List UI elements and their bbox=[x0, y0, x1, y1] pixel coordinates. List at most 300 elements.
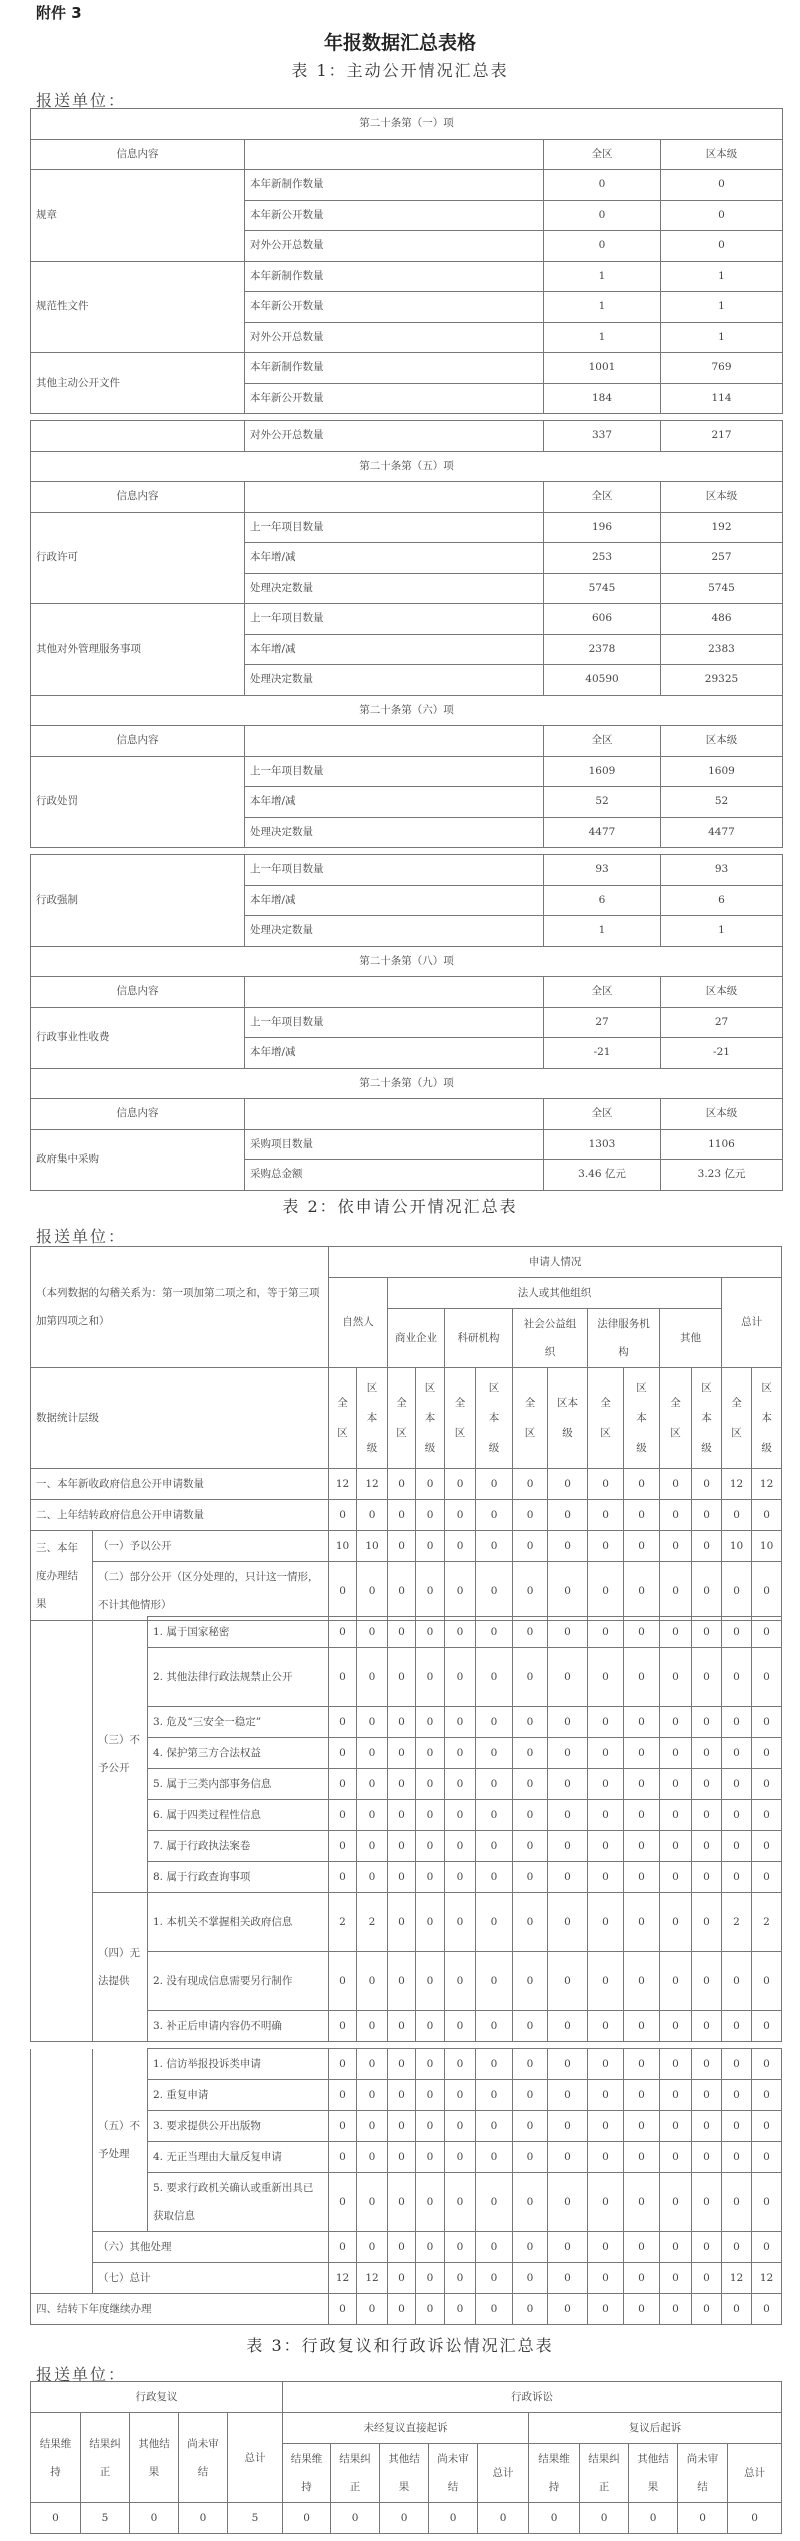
value-cell: 0 bbox=[722, 1648, 752, 1707]
direct-col-header: 尚未审结 bbox=[429, 2444, 478, 2503]
column-header-row bbox=[31, 139, 783, 170]
all-district-value: 40590 bbox=[544, 665, 661, 696]
value-cell: 0 bbox=[445, 1800, 476, 1831]
column-header-row bbox=[31, 482, 783, 513]
value-cell: 0 bbox=[445, 2232, 476, 2263]
value-cell: 0 bbox=[513, 1893, 548, 1952]
value-cell: 0 bbox=[357, 1648, 388, 1707]
value-cell: 0 bbox=[752, 1769, 782, 1800]
value-cell: 0 bbox=[416, 2232, 445, 2263]
value-cell: 0 bbox=[722, 2232, 752, 2263]
value-cell: 0 bbox=[624, 1531, 660, 1562]
value-cell: 0 bbox=[752, 1617, 782, 1648]
value-cell: 0 bbox=[513, 2080, 548, 2111]
value-cell: 0 bbox=[513, 2011, 548, 2042]
value-cell: 0 bbox=[388, 2049, 416, 2080]
district-level-subheader: 区本级 bbox=[692, 1368, 722, 1469]
value-cell: 0 bbox=[722, 1952, 752, 2011]
all-district-value: 606 bbox=[544, 604, 661, 635]
all-district-value: 1 bbox=[544, 322, 661, 353]
value-cell: 0 bbox=[588, 1648, 624, 1707]
value-cell: 0 bbox=[388, 1562, 416, 1621]
legal-type-header: 其他 bbox=[660, 1309, 722, 1368]
value-cell: 0 bbox=[722, 1617, 752, 1648]
row-label: 4. 无正当理由大量反复申请 bbox=[148, 2142, 329, 2173]
all-district-value: 1609 bbox=[544, 756, 661, 787]
value-cell: 0 bbox=[692, 1862, 722, 1893]
value-cell: 0 bbox=[722, 1831, 752, 1862]
district-level-value: 52 bbox=[661, 787, 783, 818]
value-cell: 0 bbox=[445, 1531, 476, 1562]
value-cell: 0 bbox=[722, 2080, 752, 2111]
value-cell: 0 bbox=[588, 1562, 624, 1621]
value-cell: 0 bbox=[329, 2173, 357, 2232]
value-cell: 0 bbox=[357, 1707, 388, 1738]
value-cell: 0 bbox=[624, 2294, 660, 2325]
value-cell: 0 bbox=[624, 1469, 660, 1500]
value-cell: 0 bbox=[660, 1500, 692, 1531]
value-cell: 0 bbox=[416, 1562, 445, 1621]
metric-label: 本年新制作数量 bbox=[245, 170, 544, 201]
district-level-subheader: 区本级 bbox=[476, 1368, 513, 1469]
value-cell: 0 bbox=[388, 1769, 416, 1800]
table-row bbox=[31, 1562, 782, 1621]
value-cell: 0 bbox=[329, 1562, 357, 1621]
value-cell: 0 bbox=[588, 1862, 624, 1893]
district-level-value: 1 bbox=[661, 261, 783, 292]
all-district-value: -21 bbox=[544, 1038, 661, 1069]
info-content-header: 信息内容 bbox=[31, 977, 245, 1008]
checksum-note: （本列数据的勾稽关系为：第一项加第二项之和，等于第三项加第四项之和） bbox=[31, 1247, 329, 1368]
value-cell: 0 bbox=[660, 1769, 692, 1800]
metric-label: 采购总金额 bbox=[245, 1160, 544, 1191]
blank-header bbox=[245, 1099, 544, 1130]
value-cell: 0 bbox=[692, 1617, 722, 1648]
table-row bbox=[31, 1129, 783, 1160]
metric-label: 本年新公开数量 bbox=[245, 200, 544, 231]
row-label: 2. 其他法律行政法规禁止公开 bbox=[148, 1648, 329, 1707]
value-cell: 0 bbox=[588, 1531, 624, 1562]
all-district-value: 2378 bbox=[544, 634, 661, 665]
value-cell: 0 bbox=[752, 1738, 782, 1769]
value-cell: 0 bbox=[548, 1800, 588, 1831]
district-level-value: 114 bbox=[661, 383, 783, 414]
value-cell: 0 bbox=[660, 2080, 692, 2111]
blank-header bbox=[245, 726, 544, 757]
value-cell: 0 bbox=[588, 1769, 624, 1800]
value-cell: 0 bbox=[476, 2263, 513, 2294]
value-cell: 10 bbox=[329, 1531, 357, 1562]
value-cell: 0 bbox=[476, 1952, 513, 2011]
value-cell: 0 bbox=[548, 1893, 588, 1952]
value-cell: 0 bbox=[329, 2011, 357, 2042]
value-cell: 0 bbox=[660, 2011, 692, 2042]
info-content-header: 信息内容 bbox=[31, 482, 245, 513]
value-cell: 0 bbox=[588, 1952, 624, 2011]
value-cell: 0 bbox=[624, 2142, 660, 2173]
value-cell: 0 bbox=[692, 2111, 722, 2142]
value-cell: 0 bbox=[660, 1831, 692, 1862]
value-cell: 0 bbox=[588, 2294, 624, 2325]
table3-unit-label: 报送单位： bbox=[36, 2365, 127, 2384]
value-cell: 0 bbox=[416, 2011, 445, 2042]
value-cell: 0 bbox=[548, 1648, 588, 1707]
value-cell: 12 bbox=[752, 1469, 782, 1500]
value-cell: 0 bbox=[660, 1562, 692, 1621]
table1-segment bbox=[30, 854, 783, 1191]
metric-label: 处理决定数量 bbox=[245, 817, 544, 848]
metric-label: 对外公开总数量 bbox=[245, 421, 544, 452]
blank-header bbox=[245, 139, 544, 170]
value-cell: 0 bbox=[476, 1648, 513, 1707]
row-label: 4. 保护第三方合法权益 bbox=[148, 1738, 329, 1769]
row-label: 5. 要求行政机关确认或重新出具已获取信息 bbox=[148, 2173, 329, 2232]
table-row bbox=[31, 421, 783, 452]
value-cell: 0 bbox=[692, 2173, 722, 2232]
all-district-value: 1001 bbox=[544, 353, 661, 384]
value-cell: 0 bbox=[416, 2294, 445, 2325]
value-cell: 0 bbox=[752, 2080, 782, 2111]
value-cell: 0 bbox=[548, 1531, 588, 1562]
value-cell: 0 bbox=[388, 1738, 416, 1769]
value-cell: 12 bbox=[329, 2263, 357, 2294]
value-cell: 0 bbox=[660, 1531, 692, 1562]
value-cell: 0 bbox=[722, 1707, 752, 1738]
value-cell: 0 bbox=[329, 1831, 357, 1862]
value-cell: 0 bbox=[476, 2111, 513, 2142]
all-district-value: 1 bbox=[544, 261, 661, 292]
value-cell: 0 bbox=[513, 1562, 548, 1621]
value-cell: 0 bbox=[692, 1769, 722, 1800]
district-level-value: 1106 bbox=[661, 1129, 783, 1160]
district-level-value: 93 bbox=[661, 855, 783, 886]
value-cell: 0 bbox=[692, 1469, 722, 1500]
value-cell: 0 bbox=[624, 2232, 660, 2263]
value-cell: 0 bbox=[416, 1769, 445, 1800]
value-cell: 0 bbox=[357, 2049, 388, 2080]
category-label: 行政强制 bbox=[31, 855, 245, 947]
value-cell: 0 bbox=[548, 1500, 588, 1531]
all-district-value: 4477 bbox=[544, 817, 661, 848]
table-row bbox=[31, 261, 783, 292]
value-cell: 0 bbox=[624, 1562, 660, 1621]
value-cell: 0 bbox=[752, 2049, 782, 2080]
value-cell: 0 bbox=[752, 2294, 782, 2325]
value-cell: 0 bbox=[588, 1617, 624, 1648]
value-cell: 0 bbox=[357, 1769, 388, 1800]
district-level-subheader: 区本级 bbox=[752, 1368, 782, 1469]
value-cell: 0 bbox=[513, 1531, 548, 1562]
district-level-value: 0 bbox=[661, 200, 783, 231]
row-label: 3. 危及“三安全一稳定” bbox=[148, 1707, 329, 1738]
review-col-header: 总计 bbox=[228, 2413, 283, 2503]
handling-result-continuation bbox=[31, 2049, 93, 2294]
value-cell: 0 bbox=[513, 1800, 548, 1831]
review-col-header: 其他结果 bbox=[130, 2413, 179, 2503]
value-cell: 0 bbox=[416, 1469, 445, 1500]
district-level-value: 1 bbox=[661, 292, 783, 323]
metric-label: 对外公开总数量 bbox=[245, 231, 544, 262]
admin-review-header: 行政复议 bbox=[31, 2382, 283, 2413]
handling-result-label: 三、本年度办理结果 bbox=[31, 1531, 93, 1621]
value-cell: 0 bbox=[588, 2263, 624, 2294]
value-cell: 12 bbox=[722, 1469, 752, 1500]
all-district-subheader: 全区 bbox=[588, 1368, 624, 1469]
value-cell: 0 bbox=[588, 2011, 624, 2042]
value-cell: 0 bbox=[692, 2232, 722, 2263]
value-cell: 0 bbox=[548, 2080, 588, 2111]
value-cell: 0 bbox=[445, 1769, 476, 1800]
metric-label: 处理决定数量 bbox=[245, 573, 544, 604]
value-cell: 0 bbox=[513, 1707, 548, 1738]
value-cell: 0 bbox=[722, 2011, 752, 2042]
metric-label: 本年增/减 bbox=[245, 1038, 544, 1069]
natural-person-header: 自然人 bbox=[329, 1278, 388, 1368]
value-cell: 0 bbox=[445, 1707, 476, 1738]
value-cell: 0 bbox=[445, 1738, 476, 1769]
value-cell: 0 bbox=[548, 2294, 588, 2325]
table-row bbox=[31, 2503, 782, 2534]
table-row bbox=[31, 170, 783, 201]
value-cell: 0 bbox=[660, 2294, 692, 2325]
value-cell: 0 bbox=[388, 1648, 416, 1707]
value-cell: 0 bbox=[548, 2173, 588, 2232]
value-cell: 0 bbox=[445, 1500, 476, 1531]
district-level-value: 217 bbox=[661, 421, 783, 452]
value-cell: 0 bbox=[692, 1648, 722, 1707]
section-header: 第二十条第（八）项 bbox=[31, 946, 783, 977]
value-cell: 0 bbox=[624, 1617, 660, 1648]
value-cell: 0 bbox=[624, 1952, 660, 2011]
row-label: （七）总计 bbox=[93, 2263, 329, 2294]
district-level-value: 3.23 亿元 bbox=[661, 1160, 783, 1191]
metric-label: 处理决定数量 bbox=[245, 665, 544, 696]
value-cell: 0 bbox=[357, 1831, 388, 1862]
all-district-value: 1303 bbox=[544, 1129, 661, 1160]
value-cell: 0 bbox=[624, 1500, 660, 1531]
metric-label: 本年新公开数量 bbox=[245, 292, 544, 323]
value-cell: 0 bbox=[692, 1893, 722, 1952]
direct-col-header: 其他结果 bbox=[380, 2444, 429, 2503]
value-cell: 0 bbox=[388, 1469, 416, 1500]
value-cell: 0 bbox=[388, 1500, 416, 1531]
value-cell: 0 bbox=[416, 1648, 445, 1707]
all-district-header: 全区 bbox=[544, 482, 661, 513]
value-cell: 0 bbox=[752, 1800, 782, 1831]
value-cell: 0 bbox=[416, 2049, 445, 2080]
after-review-value: 0 bbox=[728, 2503, 782, 2534]
value-cell: 0 bbox=[357, 1617, 388, 1648]
review-value: 0 bbox=[179, 2503, 228, 2534]
value-cell: 0 bbox=[476, 2294, 513, 2325]
district-level-value: 0 bbox=[661, 231, 783, 262]
table-row bbox=[31, 1617, 782, 1648]
value-cell: 0 bbox=[513, 2049, 548, 2080]
value-cell: 12 bbox=[329, 1469, 357, 1500]
district-level-value: 2383 bbox=[661, 634, 783, 665]
value-cell: 0 bbox=[388, 1952, 416, 2011]
direct-col-header: 结果维持 bbox=[283, 2444, 331, 2503]
value-cell: 0 bbox=[357, 2142, 388, 2173]
district-level-value: 257 bbox=[661, 543, 783, 574]
all-district-value: 52 bbox=[544, 787, 661, 818]
review-value: 0 bbox=[31, 2503, 81, 2534]
value-cell: 0 bbox=[476, 1617, 513, 1648]
row-label: 5. 属于三类内部事务信息 bbox=[148, 1769, 329, 1800]
value-cell: 0 bbox=[660, 1707, 692, 1738]
value-cell: 0 bbox=[388, 1893, 416, 1952]
all-district-value: 0 bbox=[544, 170, 661, 201]
value-cell: 0 bbox=[660, 1617, 692, 1648]
district-level-value: 1 bbox=[661, 916, 783, 947]
table2-segment bbox=[30, 2048, 782, 2325]
value-cell: 0 bbox=[588, 1738, 624, 1769]
value-cell: 2 bbox=[357, 1893, 388, 1952]
metric-label: 上一年项目数量 bbox=[245, 604, 544, 635]
value-cell: 2 bbox=[722, 1893, 752, 1952]
value-cell: 0 bbox=[624, 2263, 660, 2294]
value-cell: 0 bbox=[416, 1831, 445, 1862]
all-district-value: 93 bbox=[544, 855, 661, 886]
value-cell: 0 bbox=[588, 2173, 624, 2232]
metric-label: 本年新制作数量 bbox=[245, 353, 544, 384]
value-cell: 0 bbox=[329, 2294, 357, 2325]
value-cell: 0 bbox=[476, 2142, 513, 2173]
metric-label: 上一年项目数量 bbox=[245, 756, 544, 787]
district-level-value: 29325 bbox=[661, 665, 783, 696]
metric-label: 本年增/减 bbox=[245, 787, 544, 818]
value-cell: 0 bbox=[513, 1769, 548, 1800]
metric-label: 上一年项目数量 bbox=[245, 1007, 544, 1038]
value-cell: 0 bbox=[752, 1831, 782, 1862]
section-header-row bbox=[31, 451, 783, 482]
value-cell: 0 bbox=[692, 1738, 722, 1769]
value-cell: 0 bbox=[722, 1862, 752, 1893]
value-cell: 0 bbox=[660, 1862, 692, 1893]
column-header-row bbox=[31, 1099, 783, 1130]
review-col-header: 尚未审结 bbox=[179, 2413, 228, 2503]
value-cell: 0 bbox=[588, 2049, 624, 2080]
table-row bbox=[31, 756, 783, 787]
blank-header bbox=[245, 482, 544, 513]
value-cell: 0 bbox=[548, 1738, 588, 1769]
value-cell: 0 bbox=[692, 1500, 722, 1531]
row-label: 2. 没有现成信息需要另行制作 bbox=[148, 1952, 329, 2011]
value-cell: 0 bbox=[329, 1952, 357, 2011]
value-cell: 0 bbox=[445, 1831, 476, 1862]
value-cell: 10 bbox=[357, 1531, 388, 1562]
value-cell: 0 bbox=[513, 1617, 548, 1648]
value-cell: 0 bbox=[722, 2111, 752, 2142]
table-row bbox=[31, 2049, 782, 2080]
value-cell: 0 bbox=[445, 1648, 476, 1707]
blank-header bbox=[245, 977, 544, 1008]
district-level-value: 6 bbox=[661, 885, 783, 916]
value-cell: 0 bbox=[416, 1862, 445, 1893]
value-cell: 0 bbox=[416, 1617, 445, 1648]
value-cell: 0 bbox=[445, 1562, 476, 1621]
value-cell: 0 bbox=[388, 2232, 416, 2263]
category-label: 行政事业性收费 bbox=[31, 1007, 245, 1068]
sub-header-row bbox=[31, 1368, 782, 1469]
district-level-value: 769 bbox=[661, 353, 783, 384]
direct-value: 0 bbox=[478, 2503, 529, 2534]
review-value: 5 bbox=[228, 2503, 283, 2534]
value-cell: 0 bbox=[329, 1500, 357, 1531]
info-content-header: 信息内容 bbox=[31, 1099, 245, 1130]
value-cell: 0 bbox=[752, 1500, 782, 1531]
metric-label: 本年增/减 bbox=[245, 634, 544, 665]
value-cell: 0 bbox=[692, 2263, 722, 2294]
value-cell: 0 bbox=[476, 1531, 513, 1562]
value-cell: 0 bbox=[476, 1500, 513, 1531]
district-level-value: 5745 bbox=[661, 573, 783, 604]
after-review-value: 0 bbox=[629, 2503, 678, 2534]
value-cell: 0 bbox=[476, 1862, 513, 1893]
all-district-subheader: 全区 bbox=[329, 1368, 357, 1469]
value-cell: 0 bbox=[513, 2111, 548, 2142]
table2-unit-label: 报送单位： bbox=[36, 1227, 127, 1246]
value-cell: 0 bbox=[752, 1952, 782, 2011]
value-cell: 0 bbox=[513, 1831, 548, 1862]
value-cell: 0 bbox=[660, 2142, 692, 2173]
value-cell: 0 bbox=[329, 2049, 357, 2080]
metric-label: 对外公开总数量 bbox=[245, 322, 544, 353]
value-cell: 0 bbox=[445, 2173, 476, 2232]
all-district-header: 全区 bbox=[544, 1099, 661, 1130]
metric-label: 本年增/减 bbox=[245, 885, 544, 916]
value-cell: 0 bbox=[692, 1952, 722, 2011]
table3 bbox=[30, 2381, 782, 2534]
row-label: （六）其他处理 bbox=[93, 2232, 329, 2263]
metric-label: 上一年项目数量 bbox=[245, 855, 544, 886]
value-cell: 0 bbox=[752, 1562, 782, 1621]
value-cell: 0 bbox=[445, 2111, 476, 2142]
value-cell: 0 bbox=[588, 2111, 624, 2142]
value-cell: 0 bbox=[416, 2111, 445, 2142]
value-cell: 0 bbox=[624, 1893, 660, 1952]
table-row bbox=[31, 512, 783, 543]
value-cell: 0 bbox=[692, 2011, 722, 2042]
district-level-subheader: 区本级 bbox=[416, 1368, 445, 1469]
all-district-subheader: 全区 bbox=[660, 1368, 692, 1469]
value-cell: 0 bbox=[548, 1617, 588, 1648]
value-cell: 0 bbox=[624, 2011, 660, 2042]
row-label: 3. 要求提供公开出版物 bbox=[148, 2111, 329, 2142]
value-cell: 0 bbox=[416, 1707, 445, 1738]
table-row bbox=[31, 1531, 782, 1562]
value-cell: 0 bbox=[624, 1862, 660, 1893]
value-cell: 0 bbox=[722, 2142, 752, 2173]
value-cell: 0 bbox=[445, 1469, 476, 1500]
value-cell: 0 bbox=[692, 1831, 722, 1862]
value-cell: 0 bbox=[388, 1800, 416, 1831]
value-cell: 0 bbox=[357, 2111, 388, 2142]
table1-segment bbox=[30, 108, 783, 414]
value-cell: 0 bbox=[513, 1738, 548, 1769]
value-cell: 0 bbox=[476, 2080, 513, 2111]
value-cell: 0 bbox=[660, 1738, 692, 1769]
table-row bbox=[31, 855, 783, 886]
value-cell: 0 bbox=[588, 1831, 624, 1862]
value-cell: 0 bbox=[445, 1862, 476, 1893]
value-cell: 2 bbox=[329, 1893, 357, 1952]
row-label: 7. 属于行政执法案卷 bbox=[148, 1831, 329, 1862]
all-district-value: 6 bbox=[544, 885, 661, 916]
value-cell: 0 bbox=[692, 1531, 722, 1562]
value-cell: 0 bbox=[624, 1707, 660, 1738]
district-level-value: 486 bbox=[661, 604, 783, 635]
